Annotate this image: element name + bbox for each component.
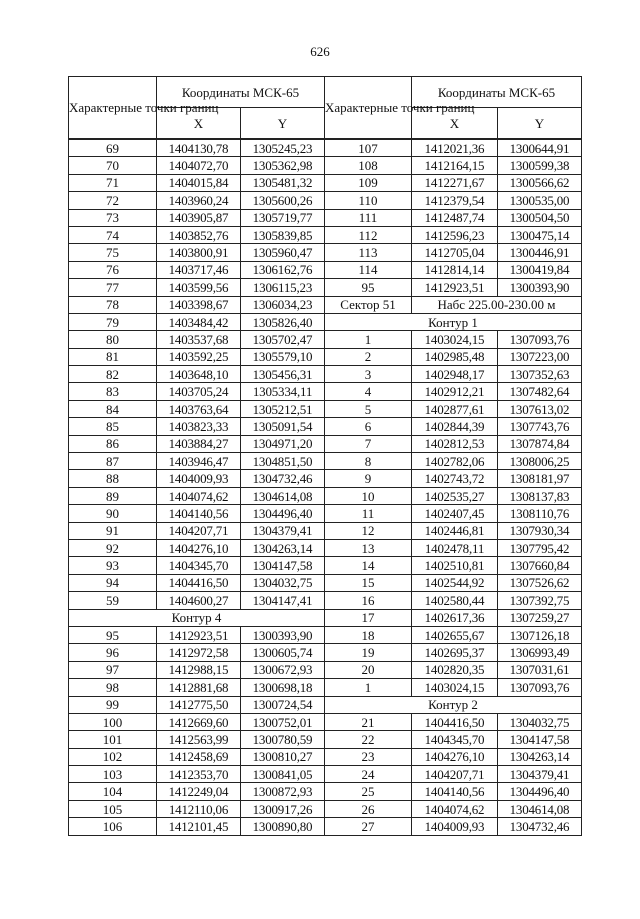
left-point-id: 94 <box>69 574 157 591</box>
table-row <box>69 766 582 783</box>
left-point-id: 76 <box>69 261 157 278</box>
header-coords-right: Координаты МСК-65 <box>412 77 582 108</box>
right-x-coord: 1402617,36 <box>412 609 498 626</box>
left-y-coord: 1300917,26 <box>241 800 325 817</box>
right-y-coord: 1307392,75 <box>498 592 582 609</box>
left-y-coord: 1304032,75 <box>241 574 325 591</box>
left-x-coord: 1412775,50 <box>157 696 241 713</box>
table-row <box>69 731 582 748</box>
right-point-id: 2 <box>325 348 412 365</box>
table-row <box>69 626 582 643</box>
page-number: 626 <box>310 44 330 59</box>
right-x-coord: 1412379,54 <box>412 192 498 209</box>
right-x-coord: 1402912,21 <box>412 383 498 400</box>
left-y-coord: 1305334,11 <box>241 383 325 400</box>
header-x-left: X <box>157 108 241 140</box>
right-x-coord: 1412021,36 <box>412 139 498 157</box>
right-y-coord: 1304614,08 <box>498 800 582 817</box>
left-x-coord: 1404600,27 <box>157 592 241 609</box>
right-y-coord: 1300535,00 <box>498 192 582 209</box>
table-row <box>69 522 582 539</box>
right-y-coord: 1307093,76 <box>498 331 582 348</box>
right-x-coord: 1412705,04 <box>412 244 498 261</box>
coordinates-table-wrapper <box>68 76 581 836</box>
table-row <box>69 574 582 591</box>
left-x-coord: 1412249,04 <box>157 783 241 800</box>
right-point-id: 7 <box>325 435 412 452</box>
table-row <box>69 418 582 435</box>
right-point-id: 18 <box>325 626 412 643</box>
left-point-id: 87 <box>69 453 157 470</box>
right-y-coord: 1300475,14 <box>498 226 582 243</box>
left-point-id: 91 <box>69 522 157 539</box>
right-y-coord: 1304032,75 <box>498 713 582 730</box>
table-row <box>69 539 582 556</box>
left-x-coord: 1403763,64 <box>157 400 241 417</box>
right-x-coord: 1404345,70 <box>412 731 498 748</box>
left-x-coord: 1404140,56 <box>157 505 241 522</box>
right-x-coord: 1412596,23 <box>412 226 498 243</box>
left-y-coord: 1304851,50 <box>241 453 325 470</box>
table-row <box>69 174 582 191</box>
left-x-coord: 1412101,45 <box>157 818 241 835</box>
right-y-coord: 1307352,63 <box>498 366 582 383</box>
left-y-coord: 1300393,90 <box>241 626 325 643</box>
left-y-coord: 1300724,54 <box>241 696 325 713</box>
left-x-coord: 1412563,99 <box>157 731 241 748</box>
left-point-id: 84 <box>69 400 157 417</box>
left-y-coord: 1304147,58 <box>241 557 325 574</box>
left-x-coord: 1403705,24 <box>157 383 241 400</box>
left-x-coord: 1403592,25 <box>157 348 241 365</box>
right-x-coord: 1404074,62 <box>412 800 498 817</box>
table-row <box>69 505 582 522</box>
left-y-coord: 1305600,26 <box>241 192 325 209</box>
right-x-coord: 1402407,45 <box>412 505 498 522</box>
right-x-coord: 1404207,71 <box>412 766 498 783</box>
right-x-coord: 1402782,06 <box>412 453 498 470</box>
table-row <box>69 313 582 330</box>
left-x-coord: 1403884,27 <box>157 435 241 452</box>
right-x-coord: 1403024,15 <box>412 679 498 696</box>
table-row <box>69 209 582 226</box>
left-point-id: 71 <box>69 174 157 191</box>
table-row <box>69 261 582 278</box>
right-y-coord: 1300446,91 <box>498 244 582 261</box>
left-y-coord: 1300605,74 <box>241 644 325 661</box>
left-point-id: 59 <box>69 592 157 609</box>
table-row <box>69 470 582 487</box>
left-y-coord: 1304496,40 <box>241 505 325 522</box>
right-x-coord: 1412923,51 <box>412 279 498 296</box>
right-y-coord: 1300566,62 <box>498 174 582 191</box>
header-y-left: Y <box>241 108 325 140</box>
left-y-coord: 1300780,59 <box>241 731 325 748</box>
left-point-id: 95 <box>69 626 157 643</box>
left-x-coord: 1404009,93 <box>157 470 241 487</box>
right-y-coord: 1300504,50 <box>498 209 582 226</box>
left-point-id: 69 <box>69 139 157 157</box>
left-point-id: 82 <box>69 366 157 383</box>
left-x-coord: 1403599,56 <box>157 279 241 296</box>
left-x-coord: 1403800,91 <box>157 244 241 261</box>
left-section-heading: Контур 4 <box>69 609 325 626</box>
left-point-id: 77 <box>69 279 157 296</box>
right-x-coord: 1404140,56 <box>412 783 498 800</box>
right-point-id: 12 <box>325 522 412 539</box>
right-x-coord: 1404009,93 <box>412 818 498 835</box>
left-x-coord: 1412923,51 <box>157 626 241 643</box>
left-point-id: 106 <box>69 818 157 835</box>
right-y-coord: 1307874,84 <box>498 435 582 452</box>
left-x-coord: 1403946,47 <box>157 453 241 470</box>
right-point-id: 6 <box>325 418 412 435</box>
left-point-id: 70 <box>69 157 157 174</box>
right-x-coord: 1404276,10 <box>412 748 498 765</box>
left-x-coord: 1404345,70 <box>157 557 241 574</box>
right-y-coord: 1308006,25 <box>498 453 582 470</box>
left-x-coord: 1412988,15 <box>157 661 241 678</box>
right-y-coord: 1307126,18 <box>498 626 582 643</box>
coordinates-table <box>68 76 582 836</box>
table-row <box>69 139 582 157</box>
right-y-coord: 1300393,90 <box>498 279 582 296</box>
right-y-coord: 1307930,34 <box>498 522 582 539</box>
right-y-coord: 1308110,76 <box>498 505 582 522</box>
left-y-coord: 1306115,23 <box>241 279 325 296</box>
left-x-coord: 1412669,60 <box>157 713 241 730</box>
right-x-coord: 1402510,81 <box>412 557 498 574</box>
right-x-coord: 1402695,37 <box>412 644 498 661</box>
left-y-coord: 1305456,31 <box>241 366 325 383</box>
left-point-id: 73 <box>69 209 157 226</box>
right-point-id: 5 <box>325 400 412 417</box>
left-x-coord: 1404074,62 <box>157 487 241 504</box>
right-point-id: 112 <box>325 226 412 243</box>
right-point-id: 109 <box>325 174 412 191</box>
left-y-coord: 1306034,23 <box>241 296 325 313</box>
right-x-coord: 1402985,48 <box>412 348 498 365</box>
right-x-coord: 1402844,39 <box>412 418 498 435</box>
left-point-id: 81 <box>69 348 157 365</box>
right-x-coord: 1402655,67 <box>412 626 498 643</box>
right-point-id: 13 <box>325 539 412 556</box>
table-row <box>69 679 582 696</box>
table-row <box>69 435 582 452</box>
right-x-coord: 1402877,61 <box>412 400 498 417</box>
left-y-coord: 1304614,08 <box>241 487 325 504</box>
left-y-coord: 1305579,10 <box>241 348 325 365</box>
right-y-coord: 1307660,84 <box>498 557 582 574</box>
right-sector-elevation: Набс 225.00-230.00 м <box>412 296 582 313</box>
right-section-heading: Контур 1 <box>325 313 582 330</box>
right-point-id: 114 <box>325 261 412 278</box>
left-point-id: 96 <box>69 644 157 661</box>
table-row <box>69 348 582 365</box>
left-x-coord: 1412972,58 <box>157 644 241 661</box>
left-point-id: 105 <box>69 800 157 817</box>
right-y-coord: 1304147,58 <box>498 731 582 748</box>
right-point-id: 10 <box>325 487 412 504</box>
table-row <box>69 226 582 243</box>
table-row <box>69 279 582 296</box>
left-y-coord: 1305091,54 <box>241 418 325 435</box>
right-point-id: 26 <box>325 800 412 817</box>
right-point-id: 107 <box>325 139 412 157</box>
table-row <box>69 383 582 400</box>
left-y-coord: 1300810,27 <box>241 748 325 765</box>
right-point-id: 11 <box>325 505 412 522</box>
right-point-id: 110 <box>325 192 412 209</box>
left-y-coord: 1300872,93 <box>241 783 325 800</box>
right-x-coord: 1404416,50 <box>412 713 498 730</box>
left-x-coord: 1404416,50 <box>157 574 241 591</box>
left-point-id: 101 <box>69 731 157 748</box>
right-y-coord: 1307613,02 <box>498 400 582 417</box>
right-y-coord: 1308137,83 <box>498 487 582 504</box>
left-x-coord: 1412353,70 <box>157 766 241 783</box>
table-row <box>69 783 582 800</box>
left-point-id: 100 <box>69 713 157 730</box>
left-y-coord: 1304379,41 <box>241 522 325 539</box>
left-point-id: 90 <box>69 505 157 522</box>
right-x-coord: 1402478,11 <box>412 539 498 556</box>
right-point-id: 8 <box>325 453 412 470</box>
left-y-coord: 1300672,93 <box>241 661 325 678</box>
right-x-coord: 1402743,72 <box>412 470 498 487</box>
left-y-coord: 1305702,47 <box>241 331 325 348</box>
right-x-coord: 1402820,35 <box>412 661 498 678</box>
left-y-coord: 1305839,85 <box>241 226 325 243</box>
right-sector-label: Сектор 51 <box>325 296 412 313</box>
right-y-coord: 1307743,76 <box>498 418 582 435</box>
left-point-id: 92 <box>69 539 157 556</box>
left-x-coord: 1404207,71 <box>157 522 241 539</box>
table-row <box>69 696 582 713</box>
table-row <box>69 644 582 661</box>
left-point-id: 85 <box>69 418 157 435</box>
table-row <box>69 244 582 261</box>
left-y-coord: 1304263,14 <box>241 539 325 556</box>
table-row <box>69 609 582 626</box>
right-point-id: 20 <box>325 661 412 678</box>
table-row <box>69 557 582 574</box>
table-row <box>69 157 582 174</box>
table-row <box>69 800 582 817</box>
right-y-coord: 1306993,49 <box>498 644 582 661</box>
left-y-coord: 1304732,46 <box>241 470 325 487</box>
right-x-coord: 1412814,14 <box>412 261 498 278</box>
right-point-id: 17 <box>325 609 412 626</box>
right-x-coord: 1403024,15 <box>412 331 498 348</box>
left-point-id: 103 <box>69 766 157 783</box>
right-point-id: 27 <box>325 818 412 835</box>
right-y-coord: 1307093,76 <box>498 679 582 696</box>
left-x-coord: 1412881,68 <box>157 679 241 696</box>
header-coords-left: Координаты МСК-65 <box>157 77 325 108</box>
table-row <box>69 296 582 313</box>
left-x-coord: 1403648,10 <box>157 366 241 383</box>
left-x-coord: 1412458,69 <box>157 748 241 765</box>
right-y-coord: 1307223,00 <box>498 348 582 365</box>
left-point-id: 89 <box>69 487 157 504</box>
right-y-coord: 1300599,38 <box>498 157 582 174</box>
right-point-id: 1 <box>325 679 412 696</box>
right-point-id: 22 <box>325 731 412 748</box>
right-point-id: 111 <box>325 209 412 226</box>
right-y-coord: 1308181,97 <box>498 470 582 487</box>
right-section-heading: Контур 2 <box>325 696 582 713</box>
table-row <box>69 748 582 765</box>
left-x-coord: 1403905,87 <box>157 209 241 226</box>
left-point-id: 72 <box>69 192 157 209</box>
right-y-coord: 1307031,61 <box>498 661 582 678</box>
left-x-coord: 1404072,70 <box>157 157 241 174</box>
right-point-id: 3 <box>325 366 412 383</box>
right-x-coord: 1412164,15 <box>412 157 498 174</box>
right-point-id: 25 <box>325 783 412 800</box>
left-y-coord: 1305481,32 <box>241 174 325 191</box>
right-point-id: 113 <box>325 244 412 261</box>
right-x-coord: 1402535,27 <box>412 487 498 504</box>
left-x-coord: 1403823,33 <box>157 418 241 435</box>
header-x-right: X <box>412 108 498 140</box>
left-point-id: 78 <box>69 296 157 313</box>
table-row <box>69 366 582 383</box>
left-x-coord: 1403484,42 <box>157 313 241 330</box>
right-y-coord: 1307482,64 <box>498 383 582 400</box>
table-row <box>69 192 582 209</box>
table-row <box>69 331 582 348</box>
left-y-coord: 1305245,23 <box>241 139 325 157</box>
left-point-id: 98 <box>69 679 157 696</box>
left-point-id: 86 <box>69 435 157 452</box>
right-point-id: 23 <box>325 748 412 765</box>
header-points-left: Характерные точки границ <box>69 77 157 140</box>
left-y-coord: 1304147,41 <box>241 592 325 609</box>
left-x-coord: 1404276,10 <box>157 539 241 556</box>
right-x-coord: 1412271,67 <box>412 174 498 191</box>
header-y-right: Y <box>498 108 582 140</box>
left-y-coord: 1300698,18 <box>241 679 325 696</box>
left-point-id: 102 <box>69 748 157 765</box>
table-row <box>69 453 582 470</box>
right-y-coord: 1307259,27 <box>498 609 582 626</box>
left-point-id: 88 <box>69 470 157 487</box>
right-x-coord: 1402812,53 <box>412 435 498 452</box>
left-y-coord: 1306162,76 <box>241 261 325 278</box>
right-point-id: 108 <box>325 157 412 174</box>
left-y-coord: 1300841,05 <box>241 766 325 783</box>
left-point-id: 97 <box>69 661 157 678</box>
table-row <box>69 661 582 678</box>
table-row <box>69 487 582 504</box>
header-points-right: Характерные точки границ <box>325 77 412 140</box>
left-y-coord: 1305719,77 <box>241 209 325 226</box>
left-point-id: 79 <box>69 313 157 330</box>
right-point-id: 24 <box>325 766 412 783</box>
right-y-coord: 1304263,14 <box>498 748 582 765</box>
left-x-coord: 1404015,84 <box>157 174 241 191</box>
right-x-coord: 1402580,44 <box>412 592 498 609</box>
right-y-coord: 1304379,41 <box>498 766 582 783</box>
left-point-id: 74 <box>69 226 157 243</box>
right-point-id: 14 <box>325 557 412 574</box>
right-x-coord: 1402948,17 <box>412 366 498 383</box>
right-point-id: 16 <box>325 592 412 609</box>
left-x-coord: 1403537,68 <box>157 331 241 348</box>
left-point-id: 80 <box>69 331 157 348</box>
left-y-coord: 1305362,98 <box>241 157 325 174</box>
left-point-id: 93 <box>69 557 157 574</box>
left-y-coord: 1305826,40 <box>241 313 325 330</box>
left-x-coord: 1403717,46 <box>157 261 241 278</box>
left-point-id: 83 <box>69 383 157 400</box>
right-point-id: 95 <box>325 279 412 296</box>
left-point-id: 104 <box>69 783 157 800</box>
right-x-coord: 1402544,92 <box>412 574 498 591</box>
right-y-coord: 1307795,42 <box>498 539 582 556</box>
left-y-coord: 1304971,20 <box>241 435 325 452</box>
right-point-id: 19 <box>325 644 412 661</box>
right-point-id: 21 <box>325 713 412 730</box>
table-row <box>69 592 582 609</box>
left-y-coord: 1305212,51 <box>241 400 325 417</box>
right-point-id: 15 <box>325 574 412 591</box>
left-point-id: 99 <box>69 696 157 713</box>
right-point-id: 9 <box>325 470 412 487</box>
left-y-coord: 1305960,47 <box>241 244 325 261</box>
right-y-coord: 1304732,46 <box>498 818 582 835</box>
right-y-coord: 1300644,91 <box>498 139 582 157</box>
table-row <box>69 818 582 835</box>
left-x-coord: 1403852,76 <box>157 226 241 243</box>
right-point-id: 1 <box>325 331 412 348</box>
right-y-coord: 1304496,40 <box>498 783 582 800</box>
right-y-coord: 1300419,84 <box>498 261 582 278</box>
left-x-coord: 1412110,06 <box>157 800 241 817</box>
left-point-id: 75 <box>69 244 157 261</box>
left-y-coord: 1300890,80 <box>241 818 325 835</box>
right-x-coord: 1412487,74 <box>412 209 498 226</box>
left-y-coord: 1300752,01 <box>241 713 325 730</box>
right-x-coord: 1402446,81 <box>412 522 498 539</box>
left-x-coord: 1404130,78 <box>157 139 241 157</box>
left-x-coord: 1403398,67 <box>157 296 241 313</box>
table-row <box>69 713 582 730</box>
left-x-coord: 1403960,24 <box>157 192 241 209</box>
table-row <box>69 400 582 417</box>
right-point-id: 4 <box>325 383 412 400</box>
right-y-coord: 1307526,62 <box>498 574 582 591</box>
